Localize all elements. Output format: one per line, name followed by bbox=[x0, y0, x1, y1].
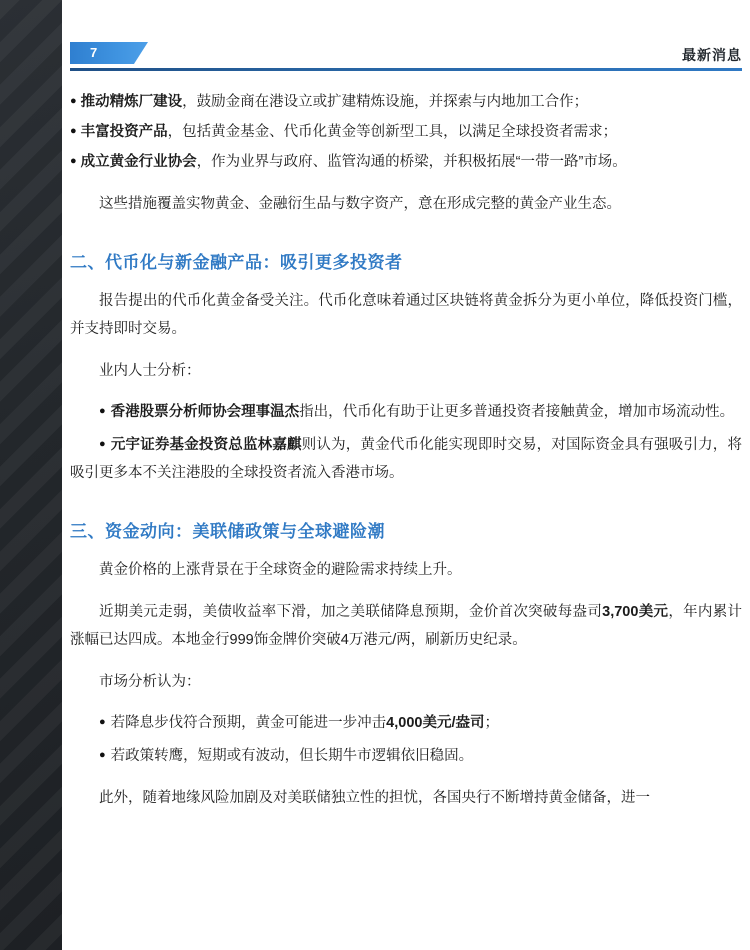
bullet-item-text: 指出，代币化有助于让更多普通投资者接触黄金，增加市场流动性。 bbox=[299, 404, 735, 420]
document-page bbox=[62, 0, 750, 950]
bullet-item-bold: 香港股票分析师协会理事温杰 bbox=[110, 404, 300, 420]
paragraph: 这些措施覆盖实物黄金、金融衍生品与数字资产，意在形成完整的黄金产业生态。 bbox=[99, 196, 621, 212]
page-number: 7 bbox=[90, 45, 98, 60]
bullet-item bbox=[70, 148, 742, 176]
bullet-dot-icon: ● bbox=[99, 405, 106, 417]
bullet-item bbox=[70, 741, 742, 770]
bullet-item-text: 若政策转鹰，短期或有波动，但长期牛市逻辑依旧稳固。 bbox=[110, 748, 474, 764]
page-content bbox=[70, 88, 742, 812]
paragraph: 黄金价格的上涨背景在于全球资金的避险需求持续上升。 bbox=[99, 562, 462, 578]
page-header bbox=[62, 0, 750, 72]
bullet-item-text: ，包括黄金基金、代币化黄金等创新型工具，以满足全球投资者需求； bbox=[167, 124, 618, 140]
bullet-item-bold: 成立黄金行业协会 bbox=[80, 154, 197, 170]
paragraph: 报告提出的代币化黄金备受关注。代币化意味着通过区块链将黄金拆分为更小单位，降低投资门槛，并支持即时交易。 bbox=[70, 293, 742, 337]
bullet-dot-icon: ● bbox=[70, 95, 77, 107]
left-decorative-band bbox=[0, 0, 62, 950]
bullet-dot-icon: ● bbox=[99, 716, 106, 728]
bullet-item-text: 则认为，黄金代币化能实现即时交易，对国际资金具有强吸引力，将吸引更多本不关注港股的全球投资者流入香港市场。 bbox=[70, 437, 742, 481]
header-title: 最新消息 bbox=[682, 47, 742, 63]
page-number-tab bbox=[70, 42, 148, 64]
paragraph-text-post: ，年内累计涨幅已达四成。本地金行999饰金牌价突破4万港元/两，刷新历史纪录。 bbox=[70, 604, 743, 648]
bullet-item-bold: 元宇证券基金投资总监林嘉麒 bbox=[110, 437, 302, 453]
bullet-item bbox=[70, 118, 742, 146]
bullet-item-text: ，鼓励金商在港设立或扩建精炼设施，并探索与内地加工合作； bbox=[182, 94, 589, 110]
bullet-dot-icon: ● bbox=[70, 125, 77, 137]
bullet-item-bold: 丰富投资产品 bbox=[80, 124, 168, 140]
bullet-item bbox=[70, 397, 742, 426]
bullet-item bbox=[70, 430, 742, 487]
header-divider bbox=[70, 68, 742, 71]
bullet-item-text-post: ； bbox=[484, 715, 499, 731]
paragraph bbox=[70, 598, 742, 654]
bullet-dot-icon: ● bbox=[99, 438, 106, 450]
bullet-item-bold: 4,000美元/盎司 bbox=[386, 715, 485, 731]
section-heading-2: 二、代币化与新金融产品：吸引更多投资者 bbox=[70, 253, 403, 272]
bullet-item-bold: 推动精炼厂建设 bbox=[80, 94, 183, 110]
bullet-item-text: ，作为业界与政府、监管沟通的桥梁，并积极拓展“一带一路”市场。 bbox=[196, 154, 627, 170]
section-heading-3: 三、资金动向：美联储政策与全球避险潮 bbox=[70, 522, 385, 541]
bullet-dot-icon: ● bbox=[70, 155, 77, 167]
paragraph: 此外，随着地缘风险加剧及对美联储独立性的担忧，各国央行不断增持黄金储备，进一 bbox=[99, 790, 650, 806]
bullet-item bbox=[70, 88, 742, 116]
paragraph-emphasis: 3,700美元 bbox=[602, 604, 669, 620]
bullet-item-text: 若降息步伐符合预期，黄金可能进一步冲击 bbox=[110, 715, 387, 731]
bullet-item bbox=[70, 708, 742, 737]
paragraph: 业内人士分析： bbox=[99, 363, 201, 379]
bullet-dot-icon: ● bbox=[99, 749, 106, 761]
paragraph-text-pre: 近期美元走弱，美债收益率下滑，加之美联储降息预期，金价首次突破每盎司 bbox=[99, 604, 603, 620]
paragraph: 市场分析认为： bbox=[99, 674, 201, 690]
